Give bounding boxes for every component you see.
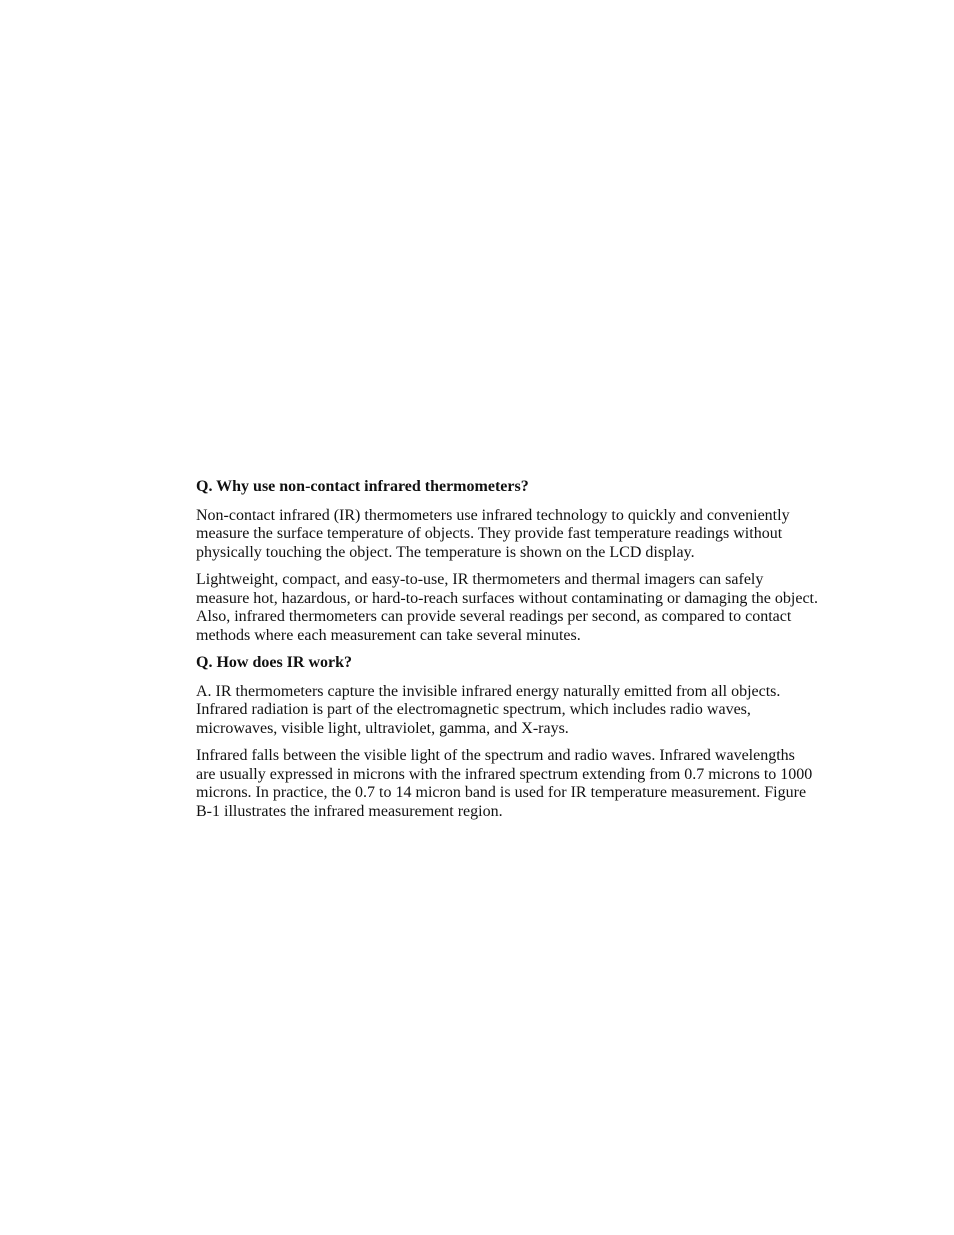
question-heading: Q. How does IR work? [196, 654, 353, 671]
document-body [196, 478, 818, 830]
answer-paragraph: Non-contact infrared (IR) thermometers use infrared technology to quickly and conveniently measure the surface temperature of objects. They provide fast temperature readings without physically touching the object. The temperature is shown on the LCD display. [196, 506, 790, 561]
question-heading: Q. Why use non-contact infrared thermometers? [196, 478, 529, 495]
answer-paragraph: Infrared falls between the visible light of the spectrum and radio waves. Infrared wavelengths are usually expressed in microns with the infrared spectrum extending from 0.7 microns to 1000 microns. In practice, the 0.7 to 14 micron band is used for IR temperature measurement. Figure B-1 illustrates the infrared measurement region. [196, 747, 813, 820]
answer-paragraph: A. IR thermometers capture the invisible infrared energy naturally emitted from all objects. Infrared radiation is part of the electromagnetic spectrum, which includes radio waves, microwaves, visible light, ultraviolet, gamma, and X-rays. [196, 682, 781, 737]
answer-paragraph: Lightweight, compact, and easy-to-use, IR thermometers and thermal imagers can safely measure hot, hazardous, or hard-to-reach surfaces without contaminating or damaging the object. Also, infrared thermometers can provide several readings per second, as compared to contact methods where each measurement can take several minutes. [196, 571, 818, 644]
